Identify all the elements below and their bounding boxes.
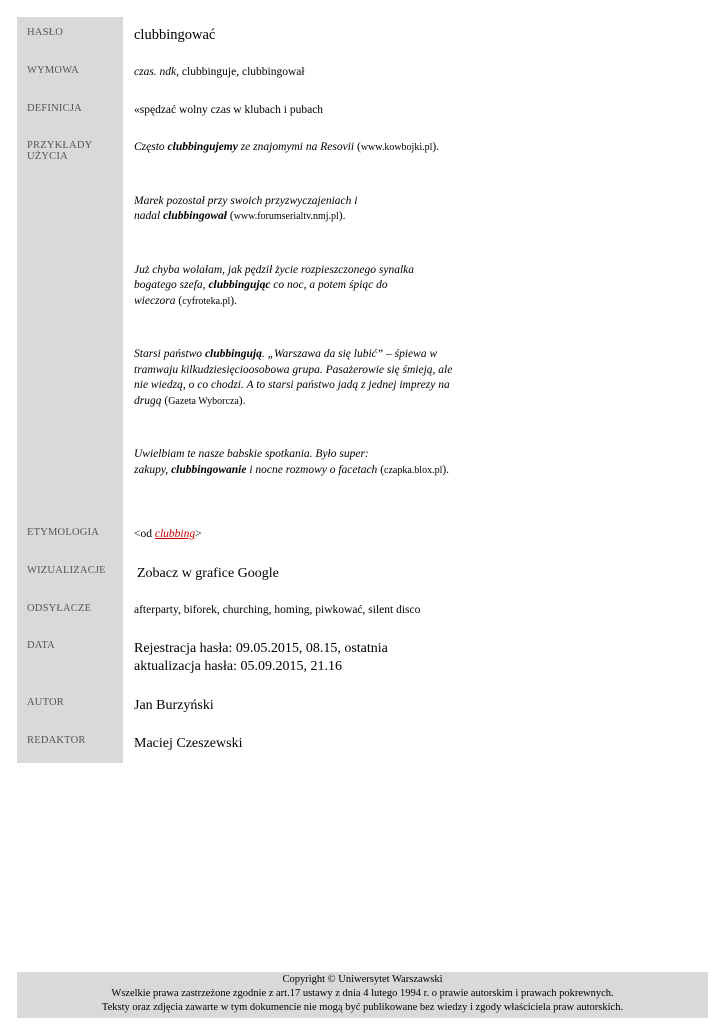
label-redaktor: REDAKTOR bbox=[17, 725, 123, 763]
row-odsylacze bbox=[17, 593, 467, 630]
example-2: Marek pozostał przy swoich przyzwyczajeniach i nadal clubbingował (www.forumserialtv.nmj.pl). bbox=[134, 194, 358, 222]
example-3: Już chyba wolałam, jak pędził życie rozpieszczonego synalka bogatego szefa, clubbingując co noc, a potem śpiąc do wieczora (cyfroteka.pl). bbox=[134, 263, 414, 307]
row-data bbox=[17, 630, 467, 687]
source: www.forumserialtv.nmj.pl bbox=[233, 211, 339, 222]
rights-line: Wszelkie prawa zastrzeżone zgodnie z art.17 ustawy z dnia 4 lutego 1994 r. o prawie autorskim i prawach pokrewnych. bbox=[111, 988, 614, 999]
example-4: Starsi państwo clubbingują. „Warszawa da się lubić” – śpiewa w tramwaju kilkudziesięcioosobowa grupa. Pasażerowie się śmieją, ale nie wiedzą, o co chodzi. A to starsi państwo jadą z jednej imprezy na drugą (Gazeta Wyborcza). bbox=[134, 348, 453, 407]
row-haslo bbox=[17, 17, 467, 55]
source: www.kowbojki.pl bbox=[360, 142, 433, 153]
example-1: Często clubbingujemy ze znajomymi na Resovii (www.kowbojki.pl). bbox=[134, 141, 440, 153]
label-autor: AUTOR bbox=[17, 687, 123, 725]
examples-list bbox=[123, 130, 467, 517]
etymology-link[interactable]: clubbing bbox=[154, 528, 196, 540]
label-definicja: DEFINICJA bbox=[17, 93, 123, 130]
label-haslo: HASŁO bbox=[17, 17, 123, 55]
source: cyfroteka.pl bbox=[182, 295, 231, 307]
label-przyklady: PRZYKŁADY UŻYCIA bbox=[17, 130, 123, 517]
row-wizualizacje bbox=[17, 555, 467, 593]
label-etymologia: ETYMOLOGIA bbox=[17, 517, 123, 555]
grammar-tag: czas. ndk, bbox=[134, 66, 180, 78]
source: Gazeta Wyborcza bbox=[168, 395, 239, 407]
row-autor bbox=[17, 687, 467, 725]
example-5: Uwielbiam te nasze babskie spotkania. Było super: zakupy, clubbingowanie i nocne rozmowy o facetach (czapka.blox.pl). bbox=[134, 448, 450, 476]
definition-text: «spędzać wolny czas w klubach i pubach bbox=[134, 104, 324, 116]
dates-text: Rejestracja hasła: 09.05.2015, 08.15, ostatnia aktualizacja hasła: 05.09.2015, 21.16 bbox=[134, 641, 388, 674]
google-images-link[interactable]: Zobacz w grafice Google bbox=[137, 566, 279, 581]
source: czapka.blox.pl bbox=[384, 464, 443, 476]
headword: clubbingować bbox=[134, 27, 216, 43]
copyright-footer bbox=[17, 972, 708, 1018]
row-redaktor bbox=[17, 725, 467, 763]
label-wymowa: WYMOWA bbox=[17, 55, 123, 93]
row-etymologia: ETYMOLOGIA <od clubbing> bbox=[17, 517, 467, 555]
label-data: DATA bbox=[17, 630, 123, 687]
label-odsylacze: ODSYŁACZE bbox=[17, 593, 123, 630]
row-wymowa bbox=[17, 55, 467, 93]
editor-name: Maciej Czeszewski bbox=[134, 736, 243, 751]
author-name: Jan Burzyński bbox=[134, 698, 214, 713]
inflection-forms: clubbinguje, clubbingował bbox=[179, 66, 305, 78]
copyright-line: Copyright © Uniwersytet Warszawski bbox=[282, 974, 443, 985]
dictionary-entry-table bbox=[17, 17, 467, 763]
row-definicja bbox=[17, 93, 467, 130]
row-przyklady bbox=[17, 130, 467, 517]
cross-references: afterparty, biforek, churching, homing, piwkować, silent disco bbox=[134, 604, 421, 616]
usage-line: Teksty oraz zdjęcia zawarte w tym dokumencie nie mogą być publikowane bez wiedzy i zgody właściciela praw autorskich. bbox=[101, 1002, 624, 1013]
label-wizualizacje: WIZUALIZACJE bbox=[17, 555, 123, 593]
